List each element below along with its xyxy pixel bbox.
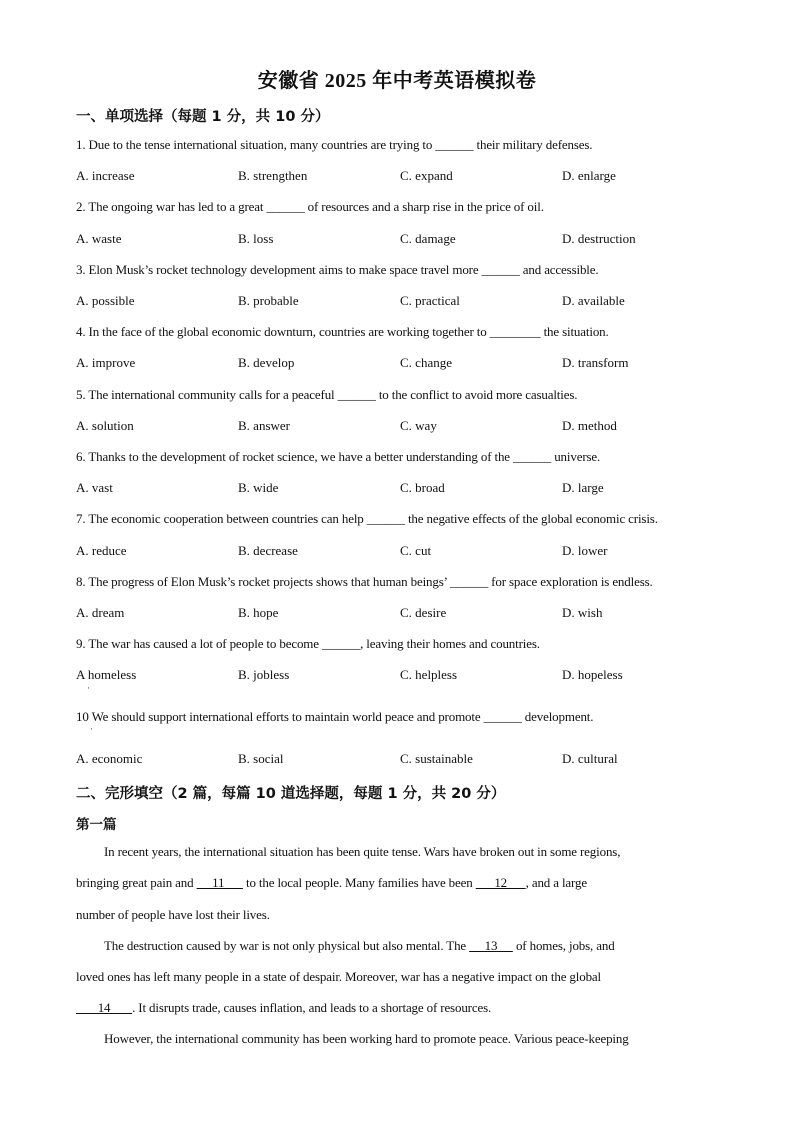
question-stem-4: 4. In the face of the global economic downturn, countries are working together to ________ the situation. bbox=[76, 324, 609, 339]
stray-dot-mark: · bbox=[90, 724, 93, 734]
option-d: D. method bbox=[562, 418, 617, 433]
option-b: B. strengthen bbox=[238, 168, 308, 183]
option-b: B. answer bbox=[238, 418, 290, 433]
option-a: A homeless bbox=[76, 667, 137, 682]
option-d: D. available bbox=[562, 293, 625, 308]
option-b: B. social bbox=[238, 751, 284, 766]
passage-line bbox=[76, 1000, 491, 1016]
option-b: B. decrease bbox=[238, 543, 298, 558]
passage-line bbox=[76, 875, 587, 891]
option-b: B. wide bbox=[238, 480, 279, 495]
option-a: A. solution bbox=[76, 418, 134, 433]
question-options-3 bbox=[76, 293, 716, 311]
question-options-2 bbox=[76, 231, 716, 249]
option-d: D. transform bbox=[562, 355, 629, 370]
question-options-6 bbox=[76, 480, 716, 498]
passage-text: The destruction caused by war is not only physical but also mental. The bbox=[104, 938, 470, 953]
question-stem-3: 3. Elon Musk’s rocket technology development aims to make space travel more ______ and accessible. bbox=[76, 262, 599, 277]
question-stem-9: 9. The war has caused a lot of people to become ______, leaving their homes and countries. bbox=[76, 636, 540, 651]
question-options-10 bbox=[76, 751, 716, 769]
option-c: C. broad bbox=[400, 480, 445, 495]
option-b: B. probable bbox=[238, 293, 299, 308]
option-a: A. waste bbox=[76, 231, 122, 246]
passage-line: loved ones has left many people in a state of despair. Moreover, war has a negative impact on the global bbox=[76, 969, 602, 984]
question-options-4 bbox=[76, 355, 716, 373]
stray-dot-mark: · bbox=[87, 683, 90, 693]
blank-11: 11 bbox=[196, 875, 243, 890]
option-a: A. economic bbox=[76, 751, 143, 766]
passage-text: to the local people. Many families have been bbox=[242, 875, 476, 890]
option-a: A. improve bbox=[76, 355, 136, 370]
page-title: 安徽省 2025 年中考英语模拟卷 bbox=[257, 70, 537, 92]
question-stem-7: 7. The economic cooperation between countries can help ______ the negative effects of the global economic crisis. bbox=[76, 511, 658, 526]
option-a: A. increase bbox=[76, 168, 135, 183]
option-d: D. destruction bbox=[562, 231, 636, 246]
blank-14: 14 bbox=[76, 1000, 133, 1015]
option-a: A. reduce bbox=[76, 543, 127, 558]
option-c: C. desire bbox=[400, 605, 447, 620]
passage-text: , and a large bbox=[525, 875, 587, 890]
question-options-1 bbox=[76, 168, 716, 186]
option-c: C. change bbox=[400, 355, 452, 370]
option-d: D. enlarge bbox=[562, 168, 616, 183]
section1-heading: 一、单项选择（每题 1 分，共 10 分） bbox=[76, 109, 330, 125]
passage-text: . It disrupts trade, causes inflation, and leads to a shortage of resources. bbox=[132, 1000, 492, 1015]
question-stem-2: 2. The ongoing war has led to a great ______ of resources and a sharp rise in the price of oil. bbox=[76, 199, 544, 214]
question-stem-1: 1. Due to the tense international situation, many countries are trying to ______ their military defenses. bbox=[76, 137, 593, 152]
option-d: D. large bbox=[562, 480, 604, 495]
option-c: C. practical bbox=[400, 293, 460, 308]
option-a: A. vast bbox=[76, 480, 113, 495]
question-stem-5: 5. The international community calls for a peaceful ______ to the conflict to avoid more casualties. bbox=[76, 387, 578, 402]
option-d: D. wish bbox=[562, 605, 603, 620]
question-options-5 bbox=[76, 418, 716, 436]
option-a: A. possible bbox=[76, 293, 135, 308]
option-d: D. lower bbox=[562, 543, 608, 558]
option-c: C. sustainable bbox=[400, 751, 473, 766]
passage-line: However, the international community has been working hard to promote peace. Various peace-keeping bbox=[104, 1031, 629, 1046]
option-c: C. damage bbox=[400, 231, 456, 246]
question-options-9 bbox=[76, 667, 716, 685]
option-b: B. jobless bbox=[238, 667, 290, 682]
question-stem-8: 8. The progress of Elon Musk’s rocket projects shows that human beings’ ______ for space exploration is endless. bbox=[76, 574, 653, 589]
passage-line: number of people have lost their lives. bbox=[76, 907, 270, 922]
passage1-label: 第一篇 bbox=[76, 817, 117, 833]
option-c: C. expand bbox=[400, 168, 453, 183]
option-c: C. helpless bbox=[400, 667, 458, 682]
option-c: C. cut bbox=[400, 543, 432, 558]
passage-line bbox=[104, 938, 615, 954]
option-d: D. cultural bbox=[562, 751, 618, 766]
option-d: D. hopeless bbox=[562, 667, 623, 682]
option-b: B. hope bbox=[238, 605, 279, 620]
option-b: B. develop bbox=[238, 355, 295, 370]
blank-12: 12 bbox=[475, 875, 526, 890]
question-stem-10: 10 We should support international efforts to maintain world peace and promote ______ development. bbox=[76, 709, 594, 724]
option-b: B. loss bbox=[238, 231, 274, 246]
blank-13: 13 bbox=[469, 938, 513, 953]
question-stem-6: 6. Thanks to the development of rocket science, we have a better understanding of the ______ universe. bbox=[76, 449, 601, 464]
option-a: A. dream bbox=[76, 605, 125, 620]
option-c: C. way bbox=[400, 418, 437, 433]
section2-heading: 二、完形填空（2 篇，每篇 10 道选择题，每题 1 分，共 20 分） bbox=[76, 786, 506, 802]
passage-line: In recent years, the international situation has been quite tense. Wars have broken out in some regions, bbox=[104, 844, 621, 859]
passage-text: of homes, jobs, and bbox=[512, 938, 615, 953]
question-options-8 bbox=[76, 605, 716, 623]
question-options-7 bbox=[76, 543, 716, 561]
passage-text: bringing great pain and bbox=[76, 875, 197, 890]
